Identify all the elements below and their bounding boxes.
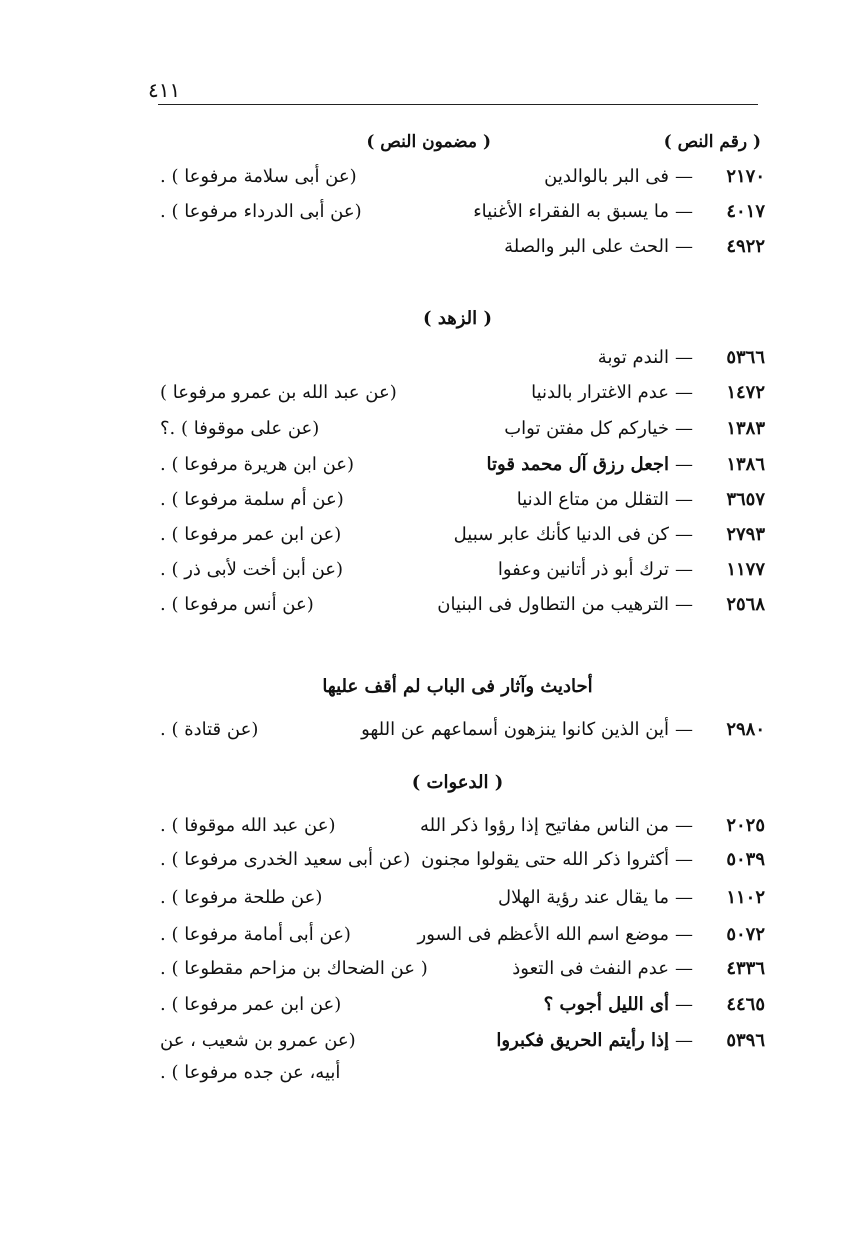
dash: — bbox=[675, 201, 693, 222]
text-number: ٤٤٦٥ bbox=[726, 994, 765, 1015]
text-number: ٥٣٩٦ bbox=[726, 1030, 765, 1051]
list-item bbox=[150, 992, 765, 1026]
list-item bbox=[150, 164, 765, 198]
text-number: ١١٠٢ bbox=[726, 887, 765, 908]
list-item bbox=[150, 416, 765, 450]
dash: — bbox=[675, 719, 693, 740]
dash: — bbox=[675, 887, 693, 908]
list-item bbox=[150, 885, 765, 919]
text-source: (عن ابن هريرة مرفوعا ) . bbox=[160, 454, 355, 475]
text-source: (عن ابن عمر مرفوعا ) . bbox=[160, 994, 342, 1015]
dash: — bbox=[675, 166, 693, 187]
text-number: ٥٣٦٦ bbox=[726, 347, 765, 368]
dash: — bbox=[675, 924, 693, 945]
text-number: ١٣٨٣ bbox=[726, 418, 765, 439]
text-source-continuation: أبيه، عن جده مرفوعا ) . bbox=[160, 1062, 341, 1083]
dash: — bbox=[675, 815, 693, 836]
dash: — bbox=[675, 454, 693, 475]
text-number: ٤٣٣٦ bbox=[726, 958, 765, 979]
text-source: (عن أم سلمة مرفوعا ) . bbox=[160, 489, 344, 510]
dash: — bbox=[675, 489, 693, 510]
text-title: أى الليل أجوب ؟ bbox=[543, 994, 669, 1015]
dash: — bbox=[675, 524, 693, 545]
list-item bbox=[150, 380, 765, 414]
text-number: ٢٠٢٥ bbox=[726, 815, 765, 836]
text-source: (عن على موقوفا ) .؟ bbox=[160, 418, 320, 439]
list-item bbox=[150, 847, 765, 881]
text-source: (عن أبن أخت لأبى ذر ) . bbox=[160, 559, 344, 580]
text-title: اجعل رزق آل محمد قوتا bbox=[486, 454, 669, 475]
text-number: ٢٥٦٨ bbox=[726, 594, 765, 615]
dash: — bbox=[675, 958, 693, 979]
text-number: ٢٧٩٣ bbox=[726, 524, 765, 545]
text-title: فى البر بالوالدين bbox=[544, 166, 669, 187]
text-number: ٥٠٧٢ bbox=[726, 924, 765, 945]
text-source: (عن أبى أمامة مرفوعا ) . bbox=[160, 924, 351, 945]
list-item bbox=[150, 592, 765, 626]
dash: — bbox=[675, 559, 693, 580]
text-source: (عن طلحة مرفوعا ) . bbox=[160, 887, 323, 908]
list-item bbox=[150, 234, 765, 268]
text-number: ٢٩٨٠ bbox=[726, 719, 765, 740]
text-source: (عن أبى الدرداء مرفوعا ) . bbox=[160, 201, 362, 222]
text-title: أكثروا ذكر الله حتى يقولوا مجنون bbox=[421, 849, 669, 870]
dash: — bbox=[675, 849, 693, 870]
text-number: ١٣٨٦ bbox=[726, 454, 765, 475]
dash: — bbox=[675, 418, 693, 439]
text-title: الحث على البر والصلة bbox=[504, 236, 669, 257]
text-title: عدم النفث فى التعوذ bbox=[512, 958, 669, 979]
list-item bbox=[150, 1028, 765, 1062]
dash: — bbox=[675, 994, 693, 1015]
text-source: (عن أبى سعيد الخدرى مرفوعا ) . bbox=[160, 849, 411, 870]
page-number: ٤١١ bbox=[148, 78, 181, 102]
section-title-daawat: ( الدعوات ) bbox=[411, 772, 504, 793]
text-title: الترهيب من التطاول فى البنيان bbox=[437, 594, 669, 615]
list-item bbox=[150, 199, 765, 233]
list-item bbox=[150, 522, 765, 556]
text-source: (عن عبد الله بن عمرو مرفوعا ) bbox=[160, 382, 397, 403]
text-title: الندم توبة bbox=[597, 347, 669, 368]
section-title-unfound: أحاديث وآثار فى الباب لم أقف عليها bbox=[322, 676, 593, 697]
column-header-text-content: ( مضمون النص ) bbox=[366, 132, 491, 152]
text-title: من الناس مفاتيح إذا رؤوا ذكر الله bbox=[419, 815, 669, 836]
text-title: إذا رأيتم الحريق فكبروا bbox=[496, 1030, 669, 1051]
text-source: (عن قتادة ) . bbox=[160, 719, 259, 740]
text-title: أين الذين كانوا ينزهون أسماعهم عن اللهو bbox=[361, 719, 669, 740]
header-rule bbox=[158, 104, 758, 105]
dash: — bbox=[675, 382, 693, 403]
text-title: عدم الاغترار بالدنيا bbox=[531, 382, 669, 403]
list-item bbox=[150, 487, 765, 521]
text-source: (عن ابن عمر مرفوعا ) . bbox=[160, 524, 342, 545]
text-source: ( عن الضحاك بن مزاحم مقطوعا ) . bbox=[160, 958, 428, 979]
list-item bbox=[150, 717, 765, 751]
text-title: التقلل من متاع الدنيا bbox=[516, 489, 669, 510]
text-number: ١٤٧٢ bbox=[726, 382, 765, 403]
list-item bbox=[150, 956, 765, 990]
text-title: ترك أبو ذر أتانين وعفوا bbox=[497, 559, 669, 580]
dash: — bbox=[675, 347, 693, 368]
text-number: ٤٠١٧ bbox=[726, 201, 765, 222]
section-title-zuhd: ( الزهد ) bbox=[423, 308, 492, 329]
list-item bbox=[150, 813, 765, 847]
list-item bbox=[150, 922, 765, 956]
text-number: ٥٠٣٩ bbox=[726, 849, 765, 870]
text-title: ما يسبق به الفقراء الأغنياء bbox=[473, 201, 669, 222]
text-source: (عن أنس مرفوعا ) . bbox=[160, 594, 314, 615]
text-source: (عن عبد الله موقوفا ) . bbox=[160, 815, 336, 836]
text-source: (عن عمرو بن شعيب ، عن bbox=[160, 1030, 356, 1051]
text-number: ١١٧٧ bbox=[726, 559, 765, 580]
text-title: ما يقال عند رؤية الهلال bbox=[498, 887, 669, 908]
text-number: ٣٦٥٧ bbox=[726, 489, 765, 510]
list-item bbox=[150, 452, 765, 486]
text-number: ٢١٧٠ bbox=[726, 166, 765, 187]
dash: — bbox=[675, 236, 693, 257]
text-title: موضع اسم الله الأعظم فى السور bbox=[417, 924, 669, 945]
text-title: خياركم كل مفتن تواب bbox=[504, 418, 669, 439]
list-item bbox=[150, 557, 765, 591]
text-number: ٤٩٢٢ bbox=[726, 236, 765, 257]
list-item bbox=[150, 345, 765, 379]
text-title: كن فى الدنيا كأنك عابر سبيل bbox=[453, 524, 669, 545]
text-source: (عن أبى سلامة مرفوعا ) . bbox=[160, 166, 357, 187]
dash: — bbox=[675, 1030, 693, 1051]
dash: — bbox=[675, 594, 693, 615]
column-header-text-number: ( رقم النص ) bbox=[663, 132, 761, 152]
